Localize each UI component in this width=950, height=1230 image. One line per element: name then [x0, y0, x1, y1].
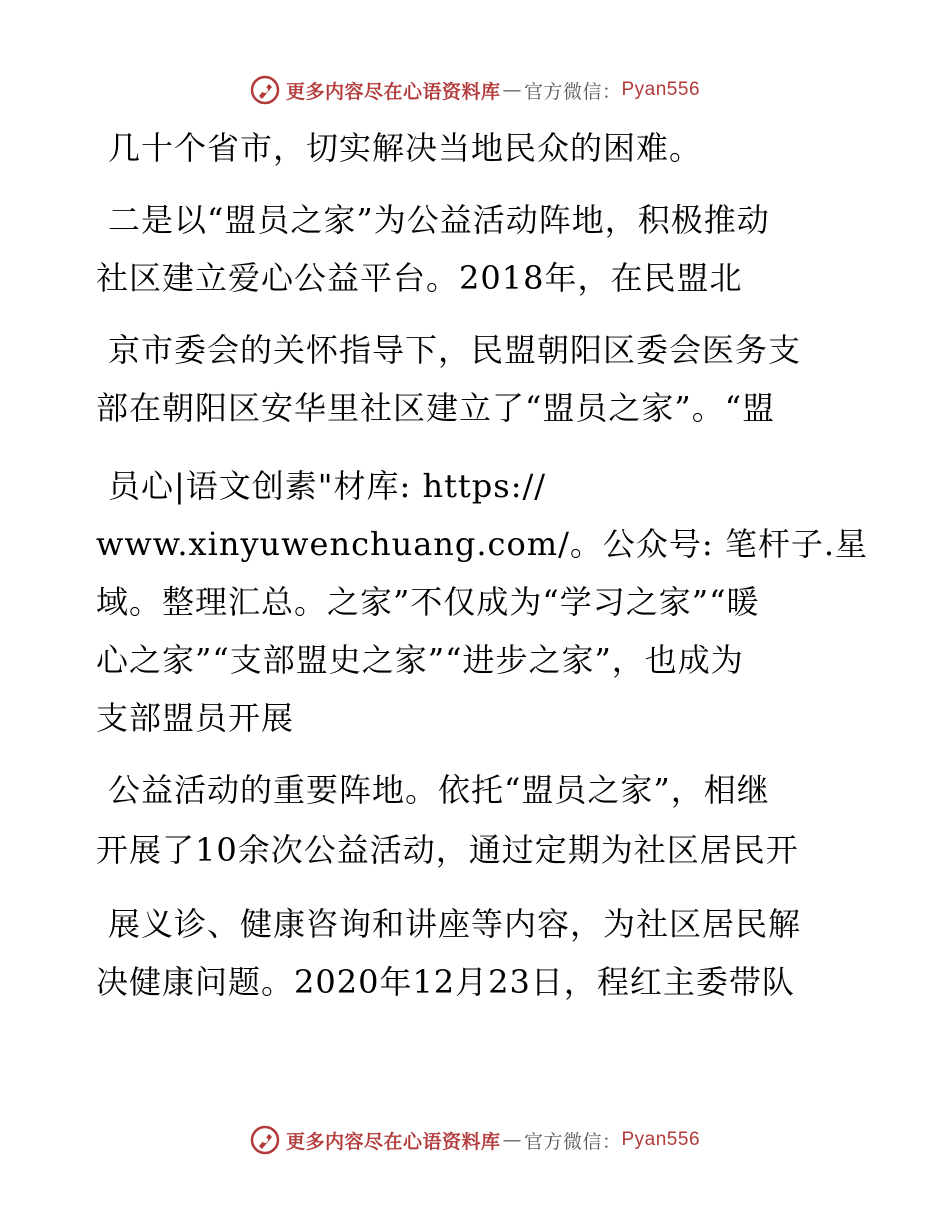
pen-circle-logo-icon	[250, 1125, 280, 1155]
text-line: 支部盟员开展	[96, 699, 295, 737]
text-line: 社区建立爱心公益平台。2018年，在民盟北	[96, 259, 743, 297]
footer-wechat-label: 官方微信：	[523, 1130, 622, 1153]
text-line: www.xinyuwenchuang.com/。公众号: 笔杆子.星	[96, 525, 868, 563]
text-line: 开展了10余次公益活动，通过定期为社区居民开	[96, 831, 799, 869]
text-line: 域。整理汇总。之家”不仅成为“学习之家”“暖	[96, 583, 760, 621]
text-line: 决健康问题。2020年12月23日，程红主委带队	[96, 963, 795, 1001]
header-wechat-label: 官方微信：	[523, 80, 622, 103]
pen-circle-logo-icon	[250, 75, 280, 105]
text-line: 公益活动的重要阵地。依托“盟员之家”，相继	[108, 771, 770, 809]
text-line: 二是以“盟员之家”为公益活动阵地，积极推动	[108, 201, 770, 239]
text-line: 员心|语文创素"材库: https://	[108, 467, 547, 505]
footer-site-name: 更多内容尽在心语资料库	[285, 1130, 501, 1153]
footer-wechat-account: Pyan556	[621, 1129, 701, 1150]
footer-dash: —	[502, 1129, 522, 1151]
header-wechat-account: Pyan556	[621, 79, 701, 100]
text-line: 京市委会的关怀指导下，民盟朝阳区委会医务支	[108, 331, 802, 369]
text-line: 展义诊、健康咨询和讲座等内容，为社区居民解	[108, 905, 802, 943]
header-banner	[0, 70, 950, 110]
header-dash: —	[502, 79, 522, 101]
header-site-name: 更多内容尽在心语资料库	[285, 80, 501, 103]
text-line: 几十个省市，切实解决当地民众的困难。	[108, 129, 703, 167]
text-line: 心之家”“支部盟史之家”“进步之家”，也成为	[96, 641, 744, 679]
text-line: 部在朝阳区安华里社区建立了“盟员之家”。“盟	[96, 389, 776, 427]
footer-banner	[0, 1120, 950, 1160]
